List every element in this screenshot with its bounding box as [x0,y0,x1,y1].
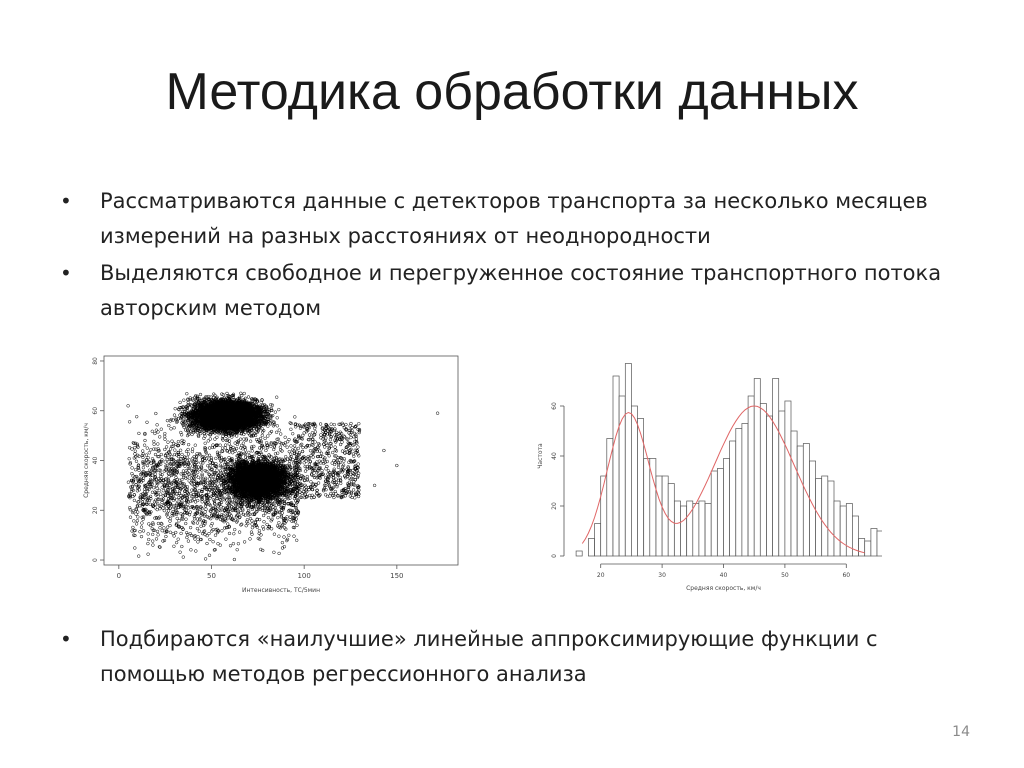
bullet-item [56,184,986,254]
scatter-plot-svg [80,348,470,596]
scatter-chart [80,348,470,596]
bullet-dot: • [60,189,72,213]
bullet-dot: • [60,261,72,285]
bullet-text: Выделяются свободное и перегруженное состояние транспортного потока авторским методом [100,261,942,320]
slide-title: Методика обработки данных [165,63,859,121]
bullet-list-top [56,184,986,328]
bullet-text: Рассматриваются данные с детекторов транспорта за несколько месяцев измерений на разных расстояниях от неоднородности [100,189,928,248]
bullet-item [56,256,986,326]
